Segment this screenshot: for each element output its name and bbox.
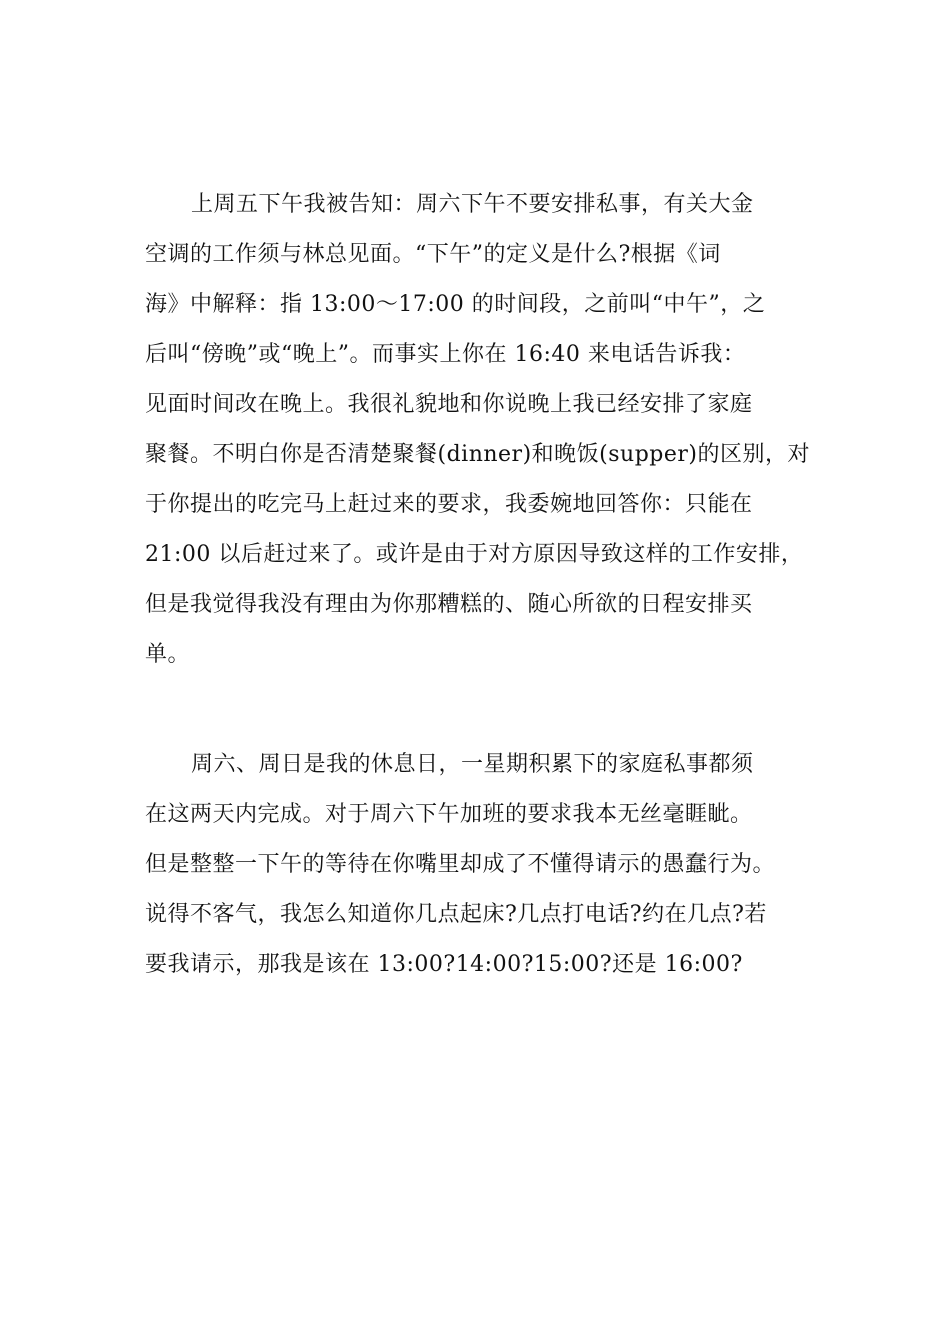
- paragraph-line: 在这两天内完成。对于周六下午加班的要求我本无丝毫睚眦。: [145, 802, 753, 827]
- document-body: [145, 180, 810, 990]
- paragraph-line: 上周五下午我被告知：周六下午不要安排私事，有关大金: [191, 192, 754, 217]
- paragraph-line: 见面时间改在晚上。我很礼貌地和你说晚上我已经安排了家庭: [145, 392, 753, 417]
- paragraph-line: 但是我觉得我没有理由为你那糟糕的、随心所欲的日程安排买: [145, 592, 753, 617]
- paragraph-line: 要我请示，那我是该在 13:00?14:00?15:00?还是 16:00?: [145, 952, 743, 977]
- paragraph-line: 21:00 以后赶过来了。或许是由于对方原因导致这样的工作安排，: [145, 542, 804, 567]
- paragraph-line: 周六、周日是我的休息日，一星期积累下的家庭私事都须: [191, 752, 754, 777]
- paragraph-line: 说得不客气，我怎么知道你几点起床?几点打电话?约在几点?若: [145, 902, 767, 927]
- paragraph-2: [145, 740, 810, 990]
- paragraph-line: 后叫“傍晚”或“晚上”。而事实上你在 16:40 来电话告诉我：: [145, 342, 746, 367]
- paragraph-line: 于你提出的吃完马上赶过来的要求，我委婉地回答你：只能在: [145, 492, 753, 517]
- paragraph-spacer: [145, 680, 810, 740]
- paragraph-line: 单。: [145, 642, 191, 667]
- paragraph-line: 但是整整一下午的等待在你嘴里却成了不懂得请示的愚蠢行为。: [145, 852, 776, 877]
- paragraph-line: 聚餐。不明白你是否清楚聚餐(dinner)和晚饭(supper)的区别，对: [145, 442, 810, 467]
- paragraph-1: [145, 180, 810, 680]
- paragraph-line: 海》中解释：指 13:00～17:00 的时间段，之前叫“中午”，之: [145, 292, 766, 317]
- paragraph-line: 空调的工作须与林总见面。“下午”的定义是什么?根据《词: [145, 242, 721, 267]
